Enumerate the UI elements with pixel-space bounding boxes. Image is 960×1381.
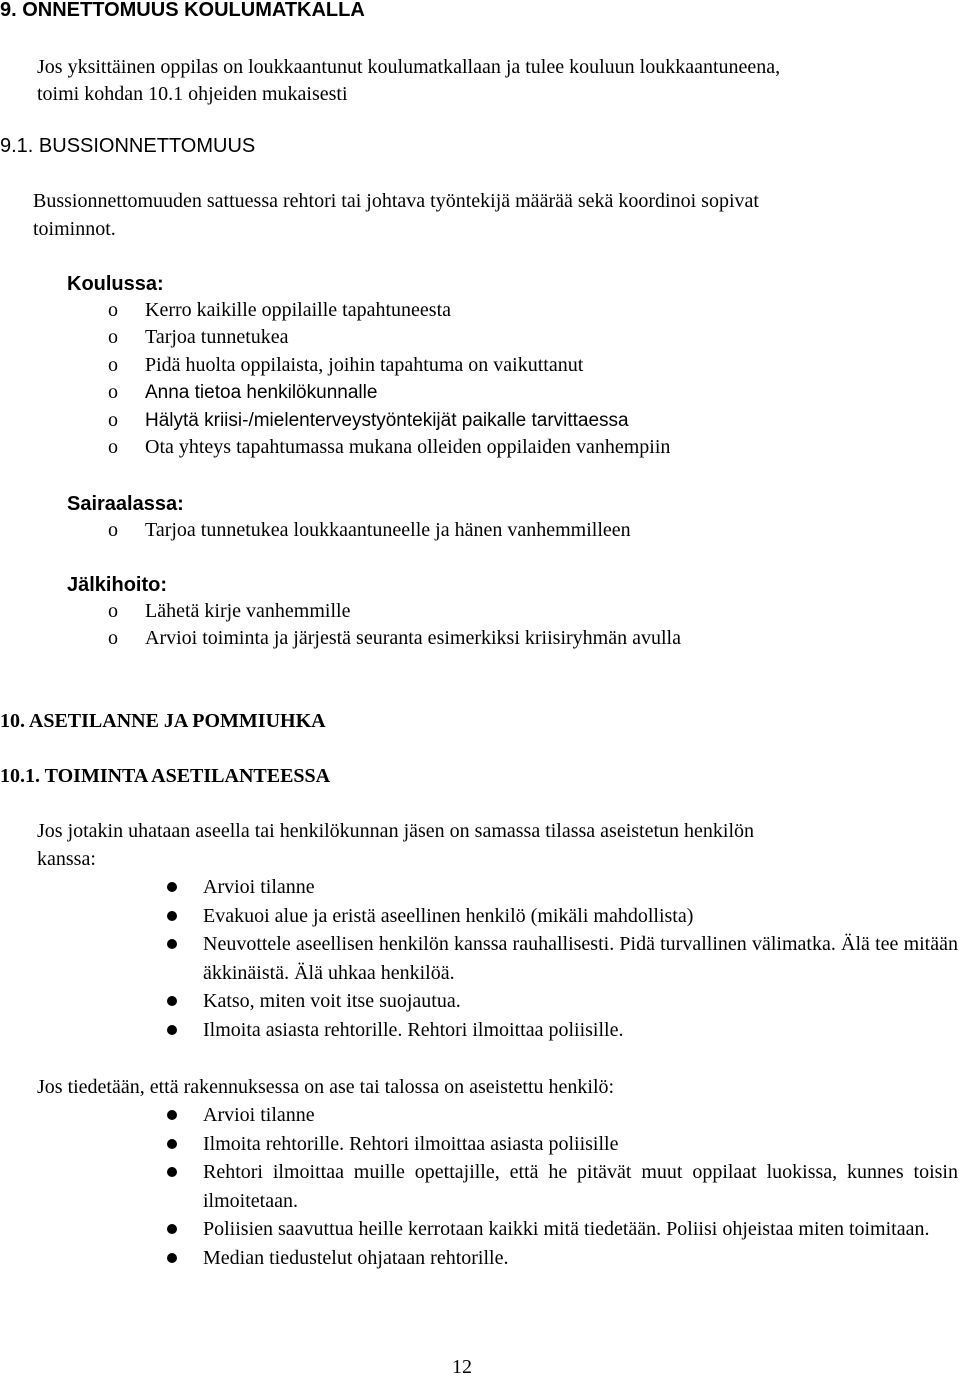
list-item: Rehtori ilmoittaa muille opettajille, että he pitävät muut oppilaat luokissa, kunnes toisin ilmoitetaan. xyxy=(164,1158,958,1215)
o-marker: o xyxy=(108,353,118,376)
section-10-1-para1-line1: Jos jotakin uhataan aseella tai henkilökunnan jäsen on samassa tilassa aseistetun henkilön xyxy=(37,820,755,842)
list-item: Poliisien saavuttua heille kerrotaan kaikki mitä tiedetään. Poliisi ohjeistaa miten toimitaan. xyxy=(164,1215,958,1244)
section-9-1-text-line2: toiminnot. xyxy=(33,218,116,240)
bullet-icon xyxy=(167,1167,177,1177)
bullet-icon xyxy=(167,1025,177,1035)
list-item: o Anna tietoa henkilökunnalle xyxy=(108,379,670,406)
sairaalassa-label: Sairaalassa: xyxy=(67,493,184,515)
bullet-icon xyxy=(167,1253,177,1263)
list-item: Arvioi tilanne xyxy=(164,1101,958,1130)
list-item: Ilmoita asiasta rehtorille. Rehtori ilmoittaa poliisille. xyxy=(164,1016,958,1045)
section-9-1-heading: 9.1. BUSSIONNETTOMUUS xyxy=(0,135,256,157)
o-marker: o xyxy=(108,408,118,431)
list-item: Neuvottele aseellisen henkilön kanssa rauhallisesti. Pidä turvallinen välimatka. Älä tee mitään äkkinäistä. Älä uhkaa henkilöä. xyxy=(164,930,958,987)
list-item: Katso, miten voit itse suojautua. xyxy=(164,987,958,1016)
section-10-heading: 10. ASETILANNE JA POMMIUHKA xyxy=(0,710,326,732)
jalkihoito-list xyxy=(108,598,681,653)
weapon-threat-list xyxy=(164,873,958,1045)
bullet-icon xyxy=(167,996,177,1006)
section-10-1-heading: 10.1. TOIMINTA ASETILANTEESSA xyxy=(0,765,331,787)
bullet-icon xyxy=(167,939,177,949)
o-marker: o xyxy=(108,381,118,404)
section-9-intro-line2: toimi kohdan 10.1 ohjeiden mukaisesti xyxy=(37,83,348,105)
list-item: o Ota yhteys tapahtumassa mukana olleiden oppilaiden vanhempiin xyxy=(108,434,670,461)
bullet-icon xyxy=(167,1224,177,1234)
o-marker: o xyxy=(108,519,118,541)
section-9-intro-line1: Jos yksittäinen oppilas on loukkaantunut koulumatkallaan ja tulee kouluun loukkaantuneena, xyxy=(37,56,781,78)
list-item: o Pidä huolta oppilaista, joihin tapahtuma on vaikuttanut xyxy=(108,352,670,379)
section-10-1-para1-line2: kanssa: xyxy=(37,848,96,870)
list-item: Arvioi tilanne xyxy=(164,873,958,902)
bullet-icon xyxy=(167,911,177,921)
section-10-1-para2: Jos tiedetään, että rakennuksessa on ase tai talossa on aseistettu henkilö: xyxy=(37,1076,615,1098)
bullet-icon xyxy=(167,1110,177,1120)
list-item: o Hälytä kriisi-/mielenterveystyöntekijät paikalle tarvittaessa xyxy=(108,407,670,434)
o-marker: o xyxy=(108,627,118,650)
bullet-icon xyxy=(167,882,177,892)
list-item: o Arvioi toiminta ja järjestä seuranta esimerkiksi kriisiryhmän avulla xyxy=(108,625,681,652)
section-9-heading: 9. ONNETTOMUUS KOULUMATKALLA xyxy=(0,0,365,21)
list-item: o Tarjoa tunnetukea xyxy=(108,324,670,351)
page-number: 12 xyxy=(452,1356,472,1378)
o-marker: o xyxy=(108,600,118,622)
o-marker: o xyxy=(108,299,118,321)
bullet-icon xyxy=(167,1139,177,1149)
o-marker: o xyxy=(108,326,118,349)
list-item: Median tiedustelut ohjataan rehtorille. xyxy=(164,1244,958,1273)
jalkihoito-label: Jälkihoito: xyxy=(67,574,168,596)
list-item: o Tarjoa tunnetukea loukkaantuneelle ja hänen vanhemmilleen xyxy=(108,517,631,544)
weapon-in-building-list xyxy=(164,1101,958,1273)
list-item: Evakuoi alue ja eristä aseellinen henkilö (mikäli mahdollista) xyxy=(164,902,958,931)
koulussa-label: Koulussa: xyxy=(67,273,164,295)
list-item: Ilmoita rehtorille. Rehtori ilmoittaa asiasta poliisille xyxy=(164,1130,958,1159)
list-item: o Lähetä kirje vanhemmille xyxy=(108,598,681,625)
section-9-1-text-line1: Bussionnettomuuden sattuessa rehtori tai johtava työntekijä määrää sekä koordinoi sopivat xyxy=(33,190,759,212)
koulussa-list xyxy=(108,297,670,461)
o-marker: o xyxy=(108,435,118,458)
list-item: o Kerro kaikille oppilaille tapahtuneesta xyxy=(108,297,670,324)
sairaalassa-list xyxy=(108,517,631,544)
